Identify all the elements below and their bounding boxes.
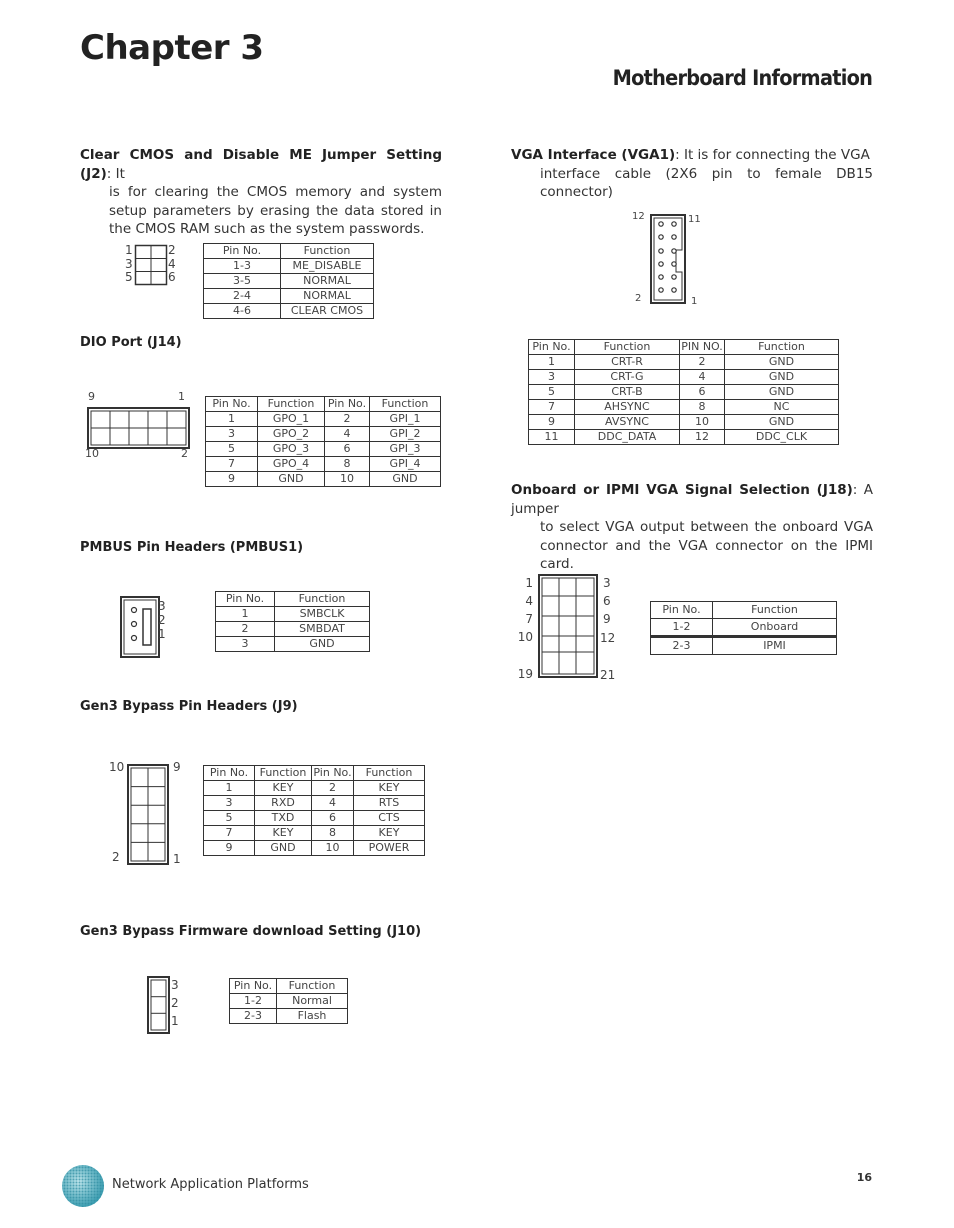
table-row: 7 GPO_4 8 GPI_4 xyxy=(206,457,441,472)
j18-label-left-10: 10 xyxy=(517,630,533,644)
j18-label-right-21: 21 xyxy=(600,668,616,682)
table-row: 4-6 CLEAR CMOS xyxy=(204,304,374,319)
table-row: 9 AVSYNC 10 GND xyxy=(529,415,839,430)
vga-label-br: 1 xyxy=(691,296,698,307)
j10-pin-table: Pin No. Function 1-2 Normal 2-3 Flash xyxy=(229,978,348,1024)
j14-pin-table: Pin No. Function Pin No. Function 1 GPO_1 2 GPI_1 3 GPO_2 4 GPI_2 5 GPO_3 6 GPI_3 7 GPO_4 8 GPI_4 9 GND 10 GND xyxy=(205,396,441,487)
pmbus-pin-table: Pin No. Function 1 SMBCLK 2 SMBDAT 3 GND xyxy=(215,591,370,652)
pmbus-heading: PMBUS Pin Headers (PMBUS1) xyxy=(80,540,304,555)
j18-label-right-6: 6 xyxy=(603,594,611,608)
table-row: 1 SMBCLK xyxy=(216,607,370,622)
table-row: 1 KEY 2 KEY xyxy=(204,781,425,796)
vga-label-bl: 2 xyxy=(635,293,642,304)
j9-pin-table: Pin No. Function Pin No. Function 1 KEY 2 KEY 3 RXD 4 RTS 5 TXD 6 CTS 7 KEY 8 KEY 9 GND 10 POWER xyxy=(203,765,425,856)
j2-jumper-diagram xyxy=(134,244,168,286)
j9-label-tr: 9 xyxy=(173,760,181,774)
table-row: 1 CRT-R 2 GND xyxy=(529,355,839,370)
j14-heading: DIO Port (J14) xyxy=(80,335,182,350)
table-row: 1-3 ME_DISABLE xyxy=(204,259,374,274)
j14-label-br: 2 xyxy=(181,447,188,460)
pmbus-pin-labels: 3 2 1 xyxy=(158,599,166,641)
table-row: 9 GND 10 GND xyxy=(206,472,441,487)
j10-jumper-diagram xyxy=(147,976,170,1034)
j2-pin-labels-right: 2 4 6 xyxy=(168,243,176,284)
table-row: 1 GPO_1 2 GPI_1 xyxy=(206,412,441,427)
vga-label-tl: 12 xyxy=(632,211,645,222)
j2-heading: Clear CMOS and Disable ME Jumper Setting (J2) xyxy=(80,147,442,182)
j18-label-left-7: 7 xyxy=(525,612,533,626)
pmbus-header-diagram xyxy=(120,596,160,658)
table-row: 3 GPO_2 4 GPI_2 xyxy=(206,427,441,442)
footer-text: Network Application Platforms xyxy=(112,1177,309,1192)
j18-label-left-4: 4 xyxy=(525,594,533,608)
j2-pin-table: Pin No. Function 1-3 ME_DISABLE 3-5 NORMAL 2-4 NORMAL 4-6 CLEAR CMOS xyxy=(203,243,374,319)
j18-label-left-19: 19 xyxy=(517,667,533,681)
j9-label-bl: 2 xyxy=(112,850,120,864)
company-logo xyxy=(60,1163,106,1209)
j18-pin-table: Pin No. Function 1-2 Onboard 2-3 IPMI xyxy=(650,601,837,655)
table-row: 7 KEY 8 KEY xyxy=(204,826,425,841)
table-row: 7 AHSYNC 8 NC xyxy=(529,400,839,415)
table-row: 9 GND 10 POWER xyxy=(204,841,425,856)
j9-heading: Gen3 Bypass Pin Headers (J9) xyxy=(80,699,298,714)
j18-description: Onboard or IPMI VGA Signal Selection (J18): A jumper to select VGA output between the onboard VGA connector and the VGA connector on the IPMI card. xyxy=(511,482,873,572)
table-row: 3 CRT-G 4 GND xyxy=(529,370,839,385)
table-row: 3-5 NORMAL xyxy=(204,274,374,289)
vga-heading: VGA Interface (VGA1) xyxy=(511,147,676,163)
j18-label-left-1: 1 xyxy=(525,576,533,590)
table-row: 3 RXD 4 RTS xyxy=(204,796,425,811)
table-row: 2-3 Flash xyxy=(230,1009,348,1024)
j10-pin-labels: 3 2 1 xyxy=(171,978,179,1028)
j18-heading: Onboard or IPMI VGA Signal Selection (J18) xyxy=(511,482,853,498)
table-row: 1-2 Onboard xyxy=(651,619,837,637)
j18-label-right-12: 12 xyxy=(600,631,616,645)
vga-label-tr: 11 xyxy=(688,214,701,225)
table-row: 11 DDC_DATA 12 DDC_CLK xyxy=(529,430,839,445)
section-title: Motherboard Information xyxy=(612,66,872,90)
table-row: 2-4 NORMAL xyxy=(204,289,374,304)
table-row: 5 GPO_3 6 GPI_3 xyxy=(206,442,441,457)
page-number: 16 xyxy=(856,1171,872,1184)
table-row: 5 CRT-B 6 GND xyxy=(529,385,839,400)
table-row: 5 TXD 6 CTS xyxy=(204,811,425,826)
table-row: 3 GND xyxy=(216,637,370,652)
j18-header-diagram xyxy=(538,574,598,678)
j14-label-bl: 10 xyxy=(85,447,99,460)
j14-label-tl: 9 xyxy=(88,390,95,403)
j18-label-right-3: 3 xyxy=(603,576,611,590)
vga-description: VGA Interface (VGA1): It is for connecting the VGA interface cable (2X6 pin to female DB15 connector) xyxy=(511,147,873,200)
table-row: 2 SMBDAT xyxy=(216,622,370,637)
j9-label-tl: 10 xyxy=(109,760,125,774)
j2-pin-labels-left: 1 3 5 xyxy=(125,243,133,284)
vga-connector-diagram xyxy=(650,214,686,304)
j2-description: Clear CMOS and Disable ME Jumper Setting (J2): It is for clearing the CMOS memory and system setup parameters by erasing the data stored in the CMOS RAM such as the system passwords. xyxy=(80,147,442,237)
chapter-title: Chapter 3 xyxy=(80,28,264,68)
table-row: 1-2 Normal xyxy=(230,994,348,1009)
j14-header-diagram xyxy=(87,407,190,449)
j10-heading: Gen3 Bypass Firmware download Setting (J10) xyxy=(80,924,422,939)
j18-label-right-9: 9 xyxy=(603,612,611,626)
j9-header-diagram xyxy=(127,764,169,865)
table-row: 2-3 IPMI xyxy=(651,637,837,655)
j14-label-tr: 1 xyxy=(178,390,185,403)
j9-label-br: 1 xyxy=(173,852,181,866)
vga-pin-table: Pin No. Function PIN NO. Function 1 CRT-R 2 GND 3 CRT-G 4 GND 5 CRT-B 6 GND 7 AHSYNC 8 NC 9 AVSYNC 10 GND 11 DDC_DATA 12 DDC_CLK xyxy=(528,339,839,445)
